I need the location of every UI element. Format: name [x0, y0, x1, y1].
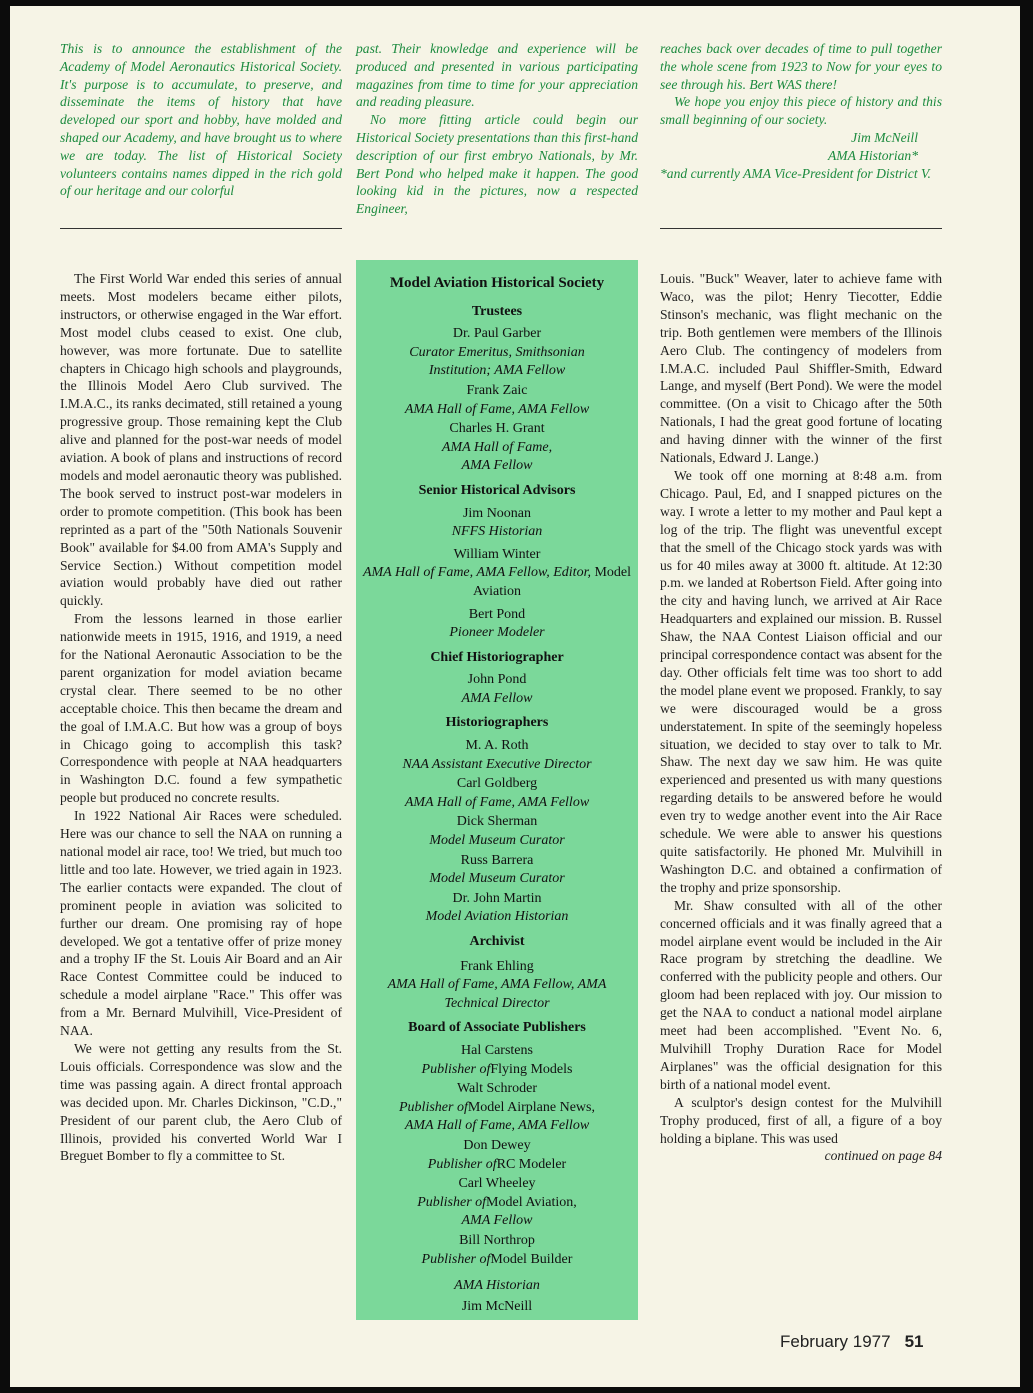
person-name: Dick Sherman: [456, 814, 538, 830]
person-role: AMA Hall of Fame, AMA Fellow: [441, 439, 553, 474]
advisors-heading: Senior Historical Advisors: [418, 482, 576, 498]
role-publication: Model Aviation,: [486, 1194, 577, 1210]
article-paragraph: We were not getting any results from the St. Louis officials. Correspondence was slow and the time was passing again. A direct frontal approach was decided upon. Mr. Charles Dickinson, "C.D.," President of our parent club, the Aero Club of Illinois, provided his converted World War I Breguet Bomber to fly a committee to St.: [60, 1040, 342, 1164]
sidebar-entry: [356, 1232, 638, 1269]
role-publication: Model Builder: [490, 1251, 573, 1267]
role-publication: Model Airplane News,: [467, 1099, 595, 1115]
person-role: [356, 1194, 638, 1231]
sidebar-title: Model Aviation Historical Society: [389, 275, 605, 291]
role-italic: AMA Hall of Fame, AMA Fellow: [404, 1118, 590, 1134]
article-paragraph: We took off one morning at 8:48 a.m. from Chicago. Paul, Ed, and I snapped pictures on the way. I wrote a letter to my mother and Paul kept a log of the trip. The flight was uneventful except that the smell of the Chicago stock yards was with us for 40 miles away at 3000 ft. altitude. At 12:30 p.m. we landed at Robertson Field. After going into the city and having lunch, we arrived at Air Race Headquarters and explained our mission. B. Russel Shaw, the NAA Contest Liaison official and our principal correspondence contact was absent for the day. Other officials felt time was too short to add the model plane event we proposed. Frankly, to say we were discouraged would be a gross understatement. In spite of the seemingly hopeless situation, we decided to stay over to talk to Mr. Shaw. The next day we saw him. He was quite experienced and presented us with many questions regarding details to be answered before he would even try to wedge another event into the Air Race schedule. We were able to answer his questions quite satisfactorily. He phoned Mr. Mulvihill in Washington D.C. and obtained a confirmation of the trophy and prize sponsorship.: [660, 467, 942, 895]
person-role: NAA Assistant Executive Director: [402, 756, 592, 772]
person-name: John Pond: [467, 672, 527, 688]
person-role: NFFS Historian: [451, 524, 543, 540]
person-name: Dr. Paul Garber: [452, 326, 542, 342]
person-role: AMA Fellow: [461, 690, 533, 706]
archivist-heading: Archivist: [469, 934, 525, 949]
sidebar-entry: [356, 813, 638, 850]
chief-heading: Chief Historiographer: [430, 649, 564, 665]
role-publication: Flying Models: [490, 1061, 573, 1077]
intro-paragraph: past. Their knowledge and experience will be produced and presented in various participating magazines from time to time for your appreciation and reading pleasure.: [356, 41, 638, 110]
person-role: [356, 564, 638, 601]
intro-paragraph: No more fitting article could begin our Historical Society presentations than this first-hand description of our first embryo Nationals, by Mr. Bert Pond who helped make it happen. The good looking kid in the pictures, now a respected Engineer,: [356, 112, 638, 217]
intro-column-2: [356, 40, 638, 218]
person-role: [356, 1061, 638, 1080]
person-name: Jim Noonan: [462, 505, 532, 521]
divider-rule: [660, 228, 942, 229]
continued-note: continued on page 84: [824, 1148, 942, 1164]
intro-column-1: [60, 40, 342, 200]
sidebar-entry: [356, 325, 638, 381]
person-name: William Winter: [453, 546, 541, 562]
person-role: [356, 1156, 638, 1175]
person-name: Bill Northrop: [459, 1232, 535, 1248]
sidebar-entry: [356, 420, 638, 476]
person-role: Model Aviation Historian: [425, 909, 569, 925]
person-name: Dr. John Martin: [452, 890, 542, 906]
role-italic: AMA Hall of Fame, AMA Fellow, Editor,: [362, 565, 591, 581]
role-italic: Publisher of: [427, 1156, 497, 1172]
magazine-page: [10, 6, 1020, 1387]
sidebar-entry: [356, 671, 638, 708]
person-name: Frank Zaic: [466, 382, 528, 398]
sidebar-entry: [356, 852, 638, 889]
person-name: Russ Barrera: [460, 852, 534, 868]
role-italic: AMA Fellow: [461, 1213, 533, 1229]
article-paragraph: In 1922 National Air Races were scheduled. Here was our chance to sell the NAA on running a national model air race, too! We tried, but much too little and too late. However, we tried again in 1923. The earlier contacts were expanded. The clout of prominent people in aviation was solicited to further our dream. One promising ray of hope developed. We got a tentative offer of prize money and a trophy IF the St. Louis Air Board and an Air Race Contest Committee could be induced to schedule a model airplane "Race." This offer was from a Mr. Bernard Mulvihill, Vice-President of NAA.: [60, 808, 342, 1039]
role-publication: Model Aviation: [473, 565, 632, 599]
publishers-heading: Board of Associate Publishers: [408, 1020, 586, 1036]
person-role: AMA Hall of Fame, AMA Fellow: [404, 401, 590, 417]
article-paragraph: The First World War ended this series of annual meets. Most modelers became either pilots, instructors, or otherwise engaged in the War effort. Most model clubs ceased to exist. One club, however, was more fortunate. Due to satellite chapters in Chicago high schools and playgrounds, the Illinois Model Aero Club survived. The I.M.A.C., its ranks decimated, still retained a young progressive group. Those remaining kept the Club alive and planned for the post-war needs of model aviation. A book of plans and instructions of record models and model aeronautic theory was published. The book served to instruct post-war modelers in order to promote competition. (This book has been reprinted as a part of the "50th Nationals Souvenir Book" available for $4.00 from AMA's Supply and Service Section.) Without competition model aviation would probably have died out rather quickly.: [60, 271, 343, 609]
divider-rule: [60, 228, 342, 229]
person-name: Frank Ehling: [460, 958, 534, 974]
issue-date: February 1977: [780, 1332, 891, 1351]
role-italic: Publisher of: [399, 1099, 468, 1115]
intro-paragraph: This is to announce the establishment of the Academy of Model Aeronautics Historical Society. It's purpose is to accumulate, to preserve, and disseminate the items of history that have developed our sport and hobby, have molded and shaped our Academy, and have brought us to where we are today. The list of Historical Society volunteers contains names dipped in the rich gold of our heritage and our colorful: [60, 41, 342, 199]
person-name: Don Dewey: [463, 1137, 531, 1153]
footnote: *and currently AMA Vice-President for District V.: [660, 165, 931, 181]
historical-society-box: [356, 260, 638, 1320]
article-paragraph: A sculptor's design contest for the Mulvihill Trophy produced, first of all, a figure of a boy holding a biplane. This was used: [660, 1094, 942, 1146]
sidebar-entry: [356, 505, 638, 542]
sidebar-entry: [356, 958, 638, 1014]
historian-name: Jim McNeill: [461, 1298, 533, 1314]
page-footer: [780, 1332, 924, 1352]
sidebar-entry: [356, 775, 638, 812]
sidebar-entry: [356, 1137, 638, 1174]
role-publication: RC Modeler: [496, 1156, 567, 1172]
sidebar-entry: [356, 890, 638, 927]
article-paragraph: From the lessons learned in those earlier nationwide meets in 1915, 1916, and 1919, a need for the National Aeronautic Association to be the parent organization for model aviation became crystal clear. There seemed to be no other acceptable choice. This then became the dream and the goal of I.M.A.C. But how was a group of boys in Chicago going to accomplish this task? Correspondence with people at NAA headquarters in Washington D.C. found a few sympathetic people but produced no concrete results.: [60, 611, 342, 806]
intro-column-3: [660, 40, 942, 182]
sidebar-entry: [356, 546, 638, 602]
intro-paragraph: We hope you enjoy this piece of history and this small beginning of our society.: [660, 94, 942, 128]
person-name: M. A. Roth: [465, 738, 529, 754]
role-italic: Publisher of: [421, 1251, 491, 1267]
role-italic: Publisher of: [417, 1194, 487, 1210]
person-name: Charles H. Grant: [449, 421, 545, 437]
person-name: Carl Wheeley: [458, 1176, 536, 1192]
historian-heading: AMA Historian: [454, 1278, 540, 1294]
person-name: Carl Goldberg: [456, 776, 538, 792]
person-name: Hal Carstens: [461, 1042, 533, 1058]
person-role: Model Museum Curator: [429, 871, 565, 887]
sidebar-entry: [356, 382, 638, 419]
sidebar-entry: [356, 1175, 638, 1231]
signature-title: AMA Historian*: [828, 147, 918, 163]
article-paragraph: Mr. Shaw consulted with all of the other concerned officials and it was finally agreed that a model airplane event would be included in the Air Race program by stretching the deadline. We conferred with the publicity people and others. Our gloom had been replaced with joy. Our mission to get the NAA to conduct a national model airplane meet had been accomplished. "Event No. 6, Mulvihill Trophy Duration Race for Model Airplanes" was the official designation for this birth of a national model event.: [660, 897, 942, 1092]
person-name: Bert Pond: [468, 606, 526, 622]
article-paragraph: Louis. "Buck" Weaver, later to achieve fame with Waco, was the pilot; Henry Tiecotter, Eddie Stinson's mechanic, was flight mechanic on the trip. Both gentlemen were members of the Illinois Aero Club. The contingency of modelers from I.M.A.C. included Paul Shiffler-Smith, Edward Lange, and myself (Bert Pond). We were the model committee. (On a visit to Chicago after the 50th Nationals, I had the great good fortune of locating and having dinner with the winner of the first Nationals, Edward J. Lange.): [660, 271, 942, 466]
sidebar-entry: [356, 1080, 638, 1136]
person-role: Model Museum Curator: [429, 833, 565, 849]
person-role: AMA Hall of Fame, AMA Fellow, AMA Technical Director: [387, 977, 607, 1011]
page-number: 51: [904, 1332, 924, 1351]
article-column-right: [660, 270, 942, 1165]
article-column-left: [60, 270, 342, 1165]
trustees-heading: Trustees: [471, 303, 523, 319]
person-role: [356, 1251, 638, 1270]
person-role: Pioneer Modeler: [449, 625, 545, 641]
person-name: Walt Schroder: [456, 1081, 538, 1097]
sidebar-entry: [356, 1042, 638, 1079]
person-role: AMA Hall of Fame, AMA Fellow: [404, 794, 590, 810]
historiographers-heading: Historiographers: [445, 715, 549, 731]
person-role: [356, 1099, 638, 1136]
sidebar-entry: [356, 737, 638, 774]
signature-name: Jim McNeill: [851, 129, 918, 145]
person-role: Curator Emeritus, Smithsonian Institution; AMA Fellow: [409, 344, 585, 379]
intro-paragraph: reaches back over decades of time to pull together the whole scene from 1923 to Now for your eyes to see through his. Bert WAS there!: [660, 41, 942, 92]
sidebar-entry: [356, 606, 638, 643]
role-italic: Publisher of: [421, 1061, 491, 1077]
